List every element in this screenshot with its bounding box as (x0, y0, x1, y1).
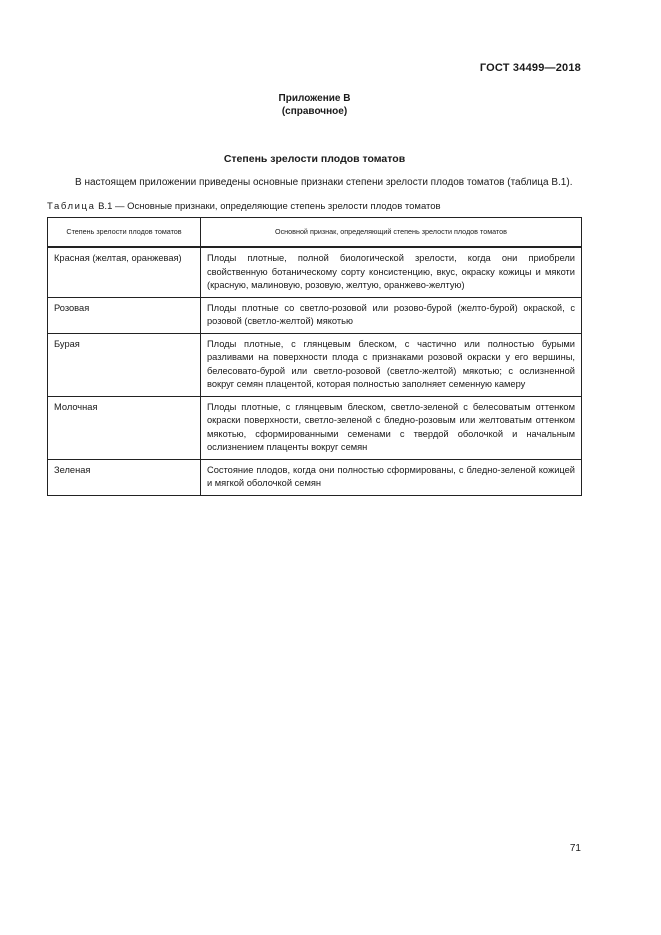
intro-paragraph: В настоящем приложении приведены основные признаки степени зрелости плодов томатов (таблица В.1). (75, 177, 573, 188)
column-header-stage: Степень зрелости плодов томатов (48, 218, 201, 248)
table-caption-prefix: Таблица (47, 201, 96, 212)
stage-cell: Молочная (48, 396, 201, 459)
table-row (48, 459, 582, 495)
table-header-row (48, 218, 582, 248)
stage-cell: Розовая (48, 297, 201, 333)
page-number: 71 (569, 843, 581, 854)
sign-cell: Плоды плотные, с глянцевым блеском, с частично или полностью бурыми разливами на поверхности плода с признаками розовой окраски у его вершины, белесовато-бурой или светло-розовой (светло-желтой) мякотью; с ослизненной вокруг семян плацентой, которая полностью заполняет семенную камеру (201, 333, 582, 396)
table-row (48, 333, 582, 396)
column-header-sign: Основной признак, определяющий степень зрелости плодов томатов (201, 218, 582, 248)
stage-cell: Зеленая (48, 459, 201, 495)
stage-cell: Бурая (48, 333, 201, 396)
table-row (48, 247, 582, 297)
table-caption-number: В.1 (95, 201, 113, 212)
table-row (48, 396, 582, 459)
table-caption (47, 201, 441, 212)
appendix-type: (справочное) (281, 106, 348, 117)
table-row (48, 297, 582, 333)
appendix-heading (0, 92, 629, 118)
sign-cell: Состояние плодов, когда они полностью сформированы, с бледно-зеленой кожицей и мягкой оболочкой семян (201, 459, 582, 495)
appendix-label: Приложение В (278, 93, 351, 104)
table-caption-text: — Основные признаки, определяющие степень зрелости плодов томатов (112, 201, 441, 212)
ripeness-table (47, 217, 582, 496)
standard-code: ГОСТ 34499—2018 (479, 62, 581, 74)
sign-cell: Плоды плотные, с глянцевым блеском, светло-зеленой с белесоватым оттенком окраски поверхности, светло-зеленой с бледно-розовым или желтоватым оттенком мякотью, сформированными семенами с твердой оболочкой и начальным ослизнением плаценты вокруг семян (201, 396, 582, 459)
sign-cell: Плоды плотные, полной биологической зрелости, когда они приобрели свойственную ботаническому сорту консистенцию, вкус, окраску кожицы и мякоти (красную, малиновую, розовую, желтую, оранжево-желтую) (201, 247, 582, 297)
sign-cell: Плоды плотные со светло-розовой или розово-бурой (желто-бурой) окраской, с розовой (светло-желтой) мякотью (201, 297, 582, 333)
stage-cell: Красная (желтая, оранжевая) (48, 247, 201, 297)
appendix-title: Степень зрелости плодов томатов (223, 153, 406, 165)
